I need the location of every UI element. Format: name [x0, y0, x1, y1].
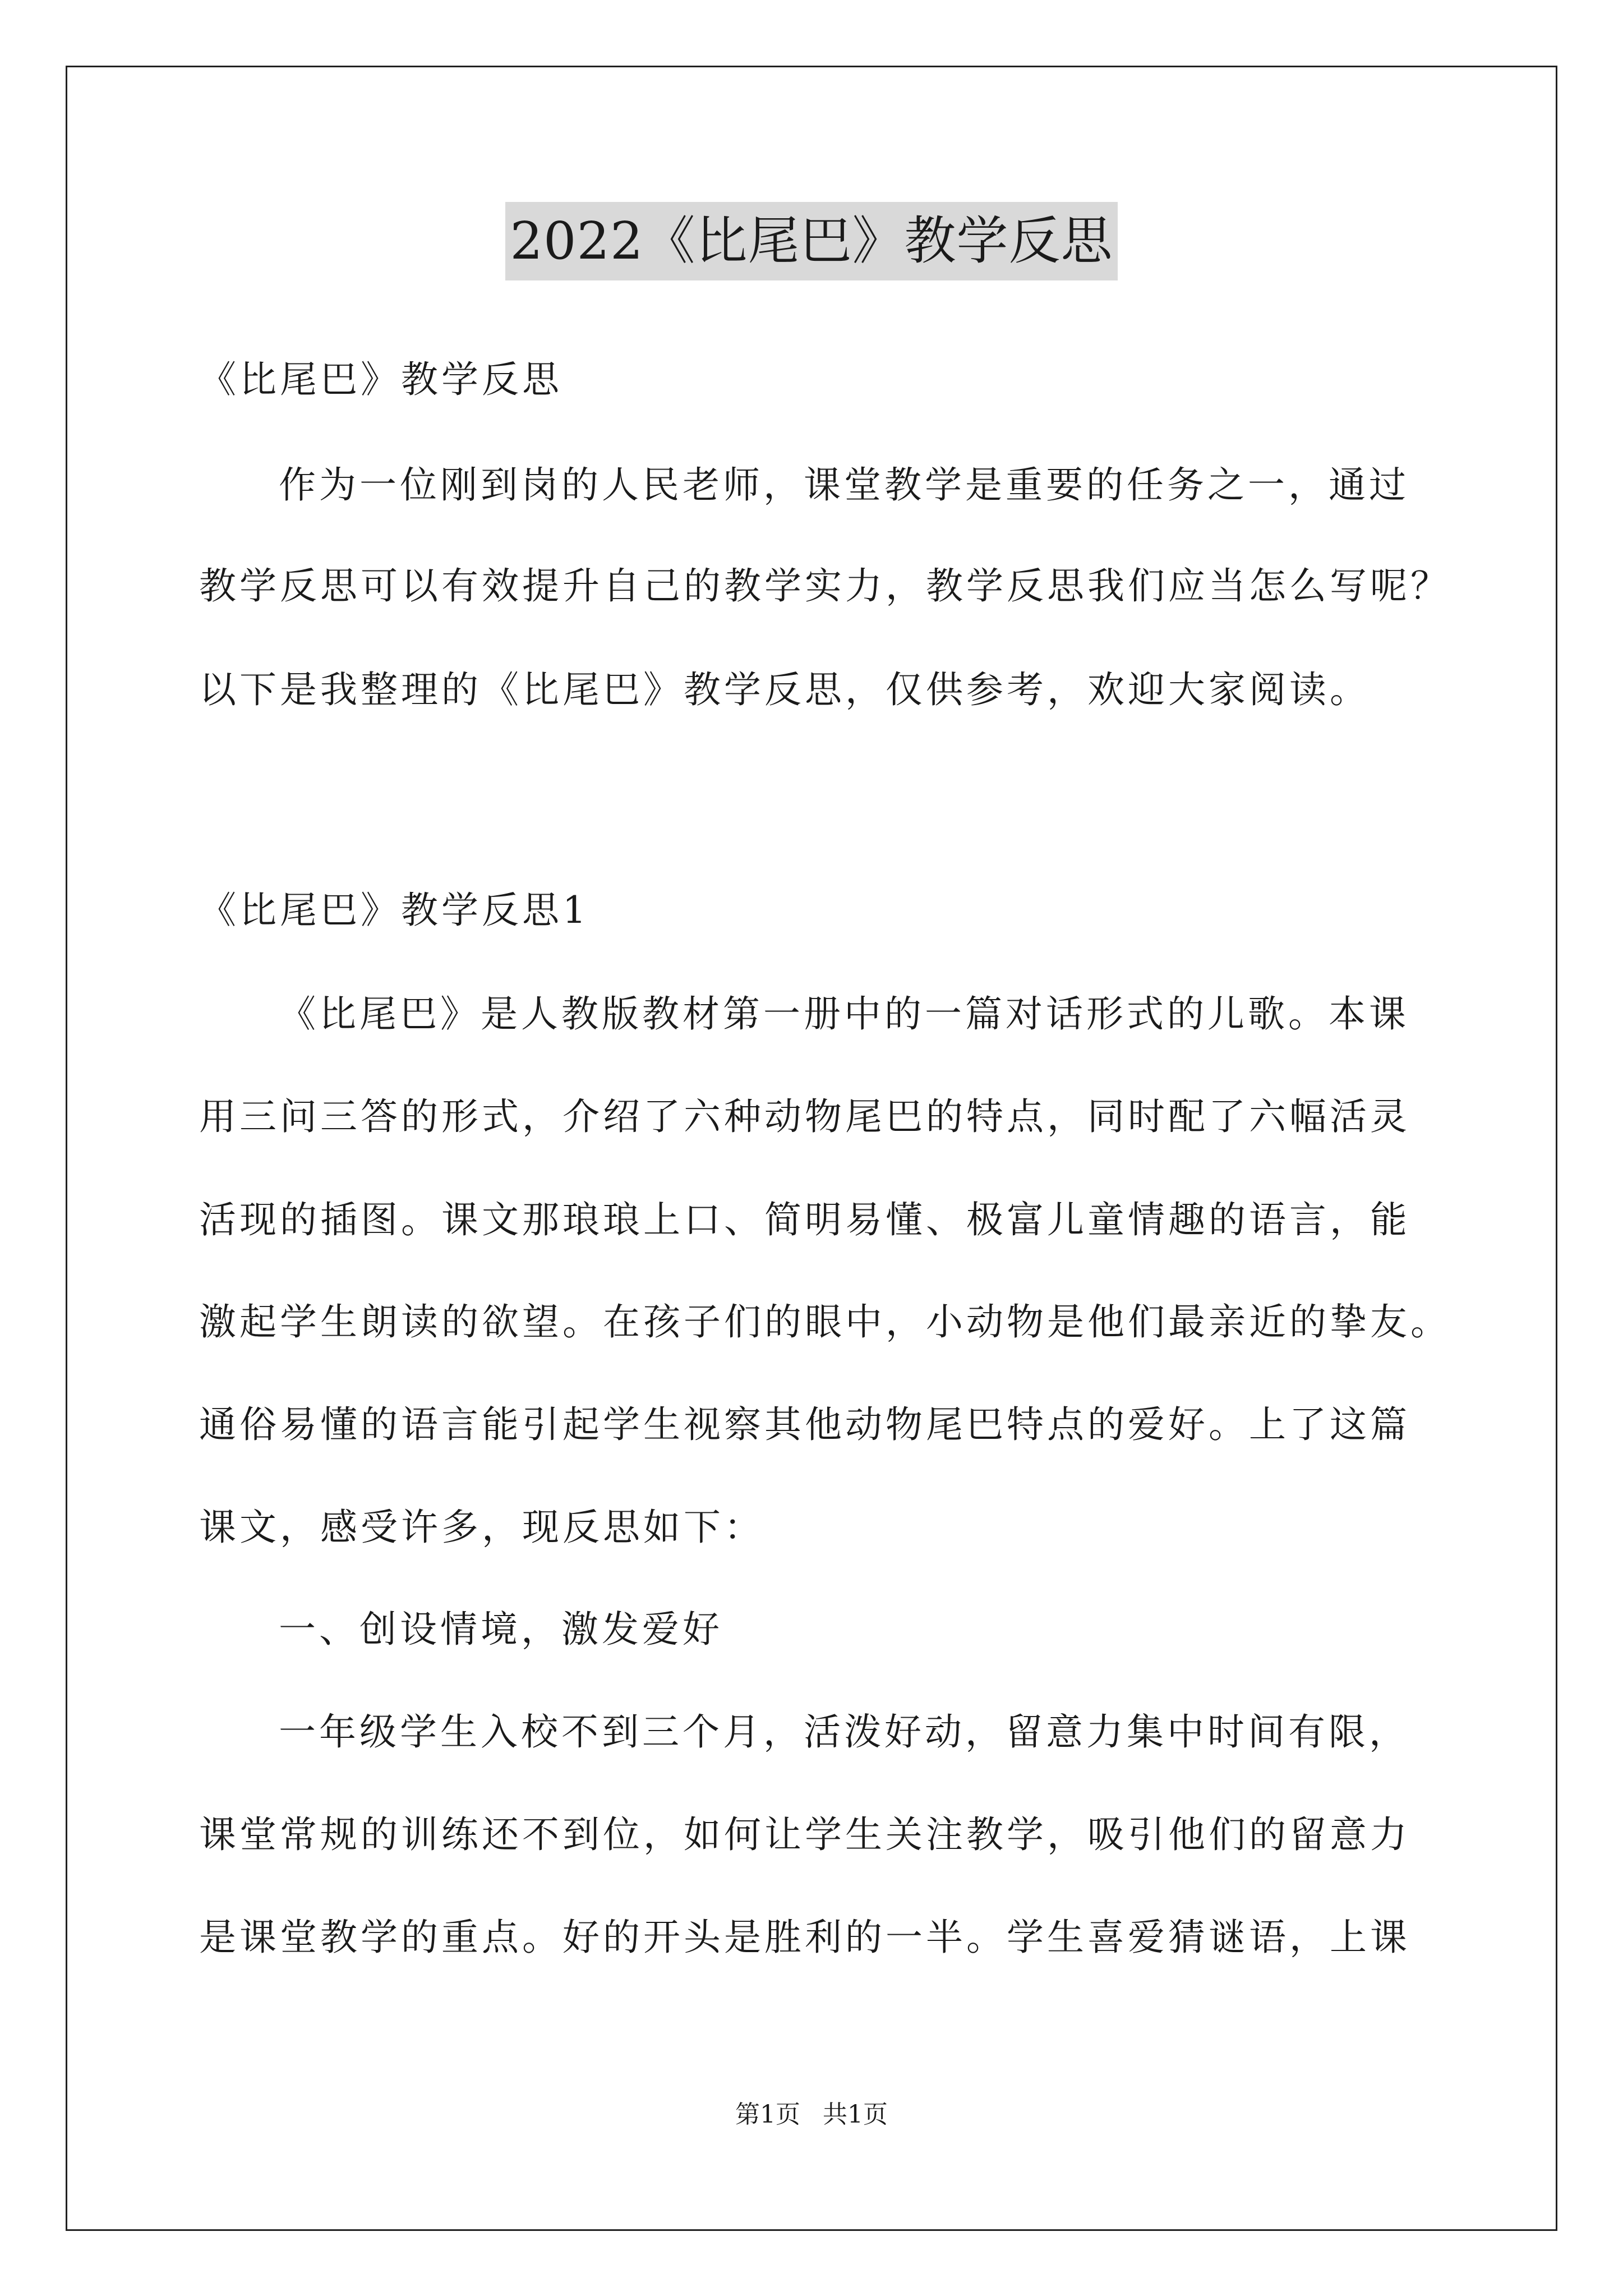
subsection-heading: 一、创设情境，激发爱好	[279, 1608, 723, 1651]
paragraph-line: 一年级学生入校不到三个月，活泼好动，留意力集中时间有限，	[279, 1710, 1409, 1754]
page-footer	[0, 2098, 1623, 2132]
paragraph-line: 课文，感受许多，现反思如下：	[199, 1506, 764, 1549]
paragraph-line: 用三问三答的形式，介绍了六种动物尾巴的特点，同时配了六幅活灵	[199, 1095, 1410, 1138]
page-total: 共1页	[823, 2100, 888, 2129]
section-heading: 《比尾巴》教学反思1	[199, 889, 589, 932]
section-heading: 《比尾巴》教学反思	[199, 358, 562, 401]
paragraph-line: 以下是我整理的《比尾巴》教学反思，仅供参考，欢迎大家阅读。	[199, 668, 1370, 711]
paragraph-line: 教学反思可以有效提升自己的教学实力，教学反思我们应当怎么写呢？	[199, 564, 1451, 608]
paragraph-line: 通俗易懂的语言能引起学生视察其他动物尾巴特点的爱好。上了这篇	[199, 1403, 1410, 1446]
document-title: 2022《比尾巴》教学反思	[505, 202, 1117, 280]
paragraph-line: 课堂常规的训练还不到位，如何让学生关注教学，吸引他们的留意力	[199, 1813, 1410, 1856]
paragraph-line: 是课堂教学的重点。好的开头是胜利的一半。学生喜爱猜谜语，上课	[199, 1916, 1410, 1959]
paragraph-line: 激起学生朗读的欲望。在孩子们的眼中，小动物是他们最亲近的挚友。	[199, 1300, 1451, 1343]
paragraph-line: 作为一位刚到岗的人民老师，课堂教学是重要的任务之一，通过	[279, 463, 1409, 507]
paragraph-line: 活现的插图。课文那琅琅上口、简明易懂、极富儿童情趣的语言，能	[199, 1198, 1410, 1241]
paragraph-line: 《比尾巴》是人教版教材第一册中的一篇对话形式的儿歌。本课	[279, 992, 1409, 1036]
title-container	[0, 202, 1623, 280]
page-number: 第1页	[735, 2100, 800, 2129]
